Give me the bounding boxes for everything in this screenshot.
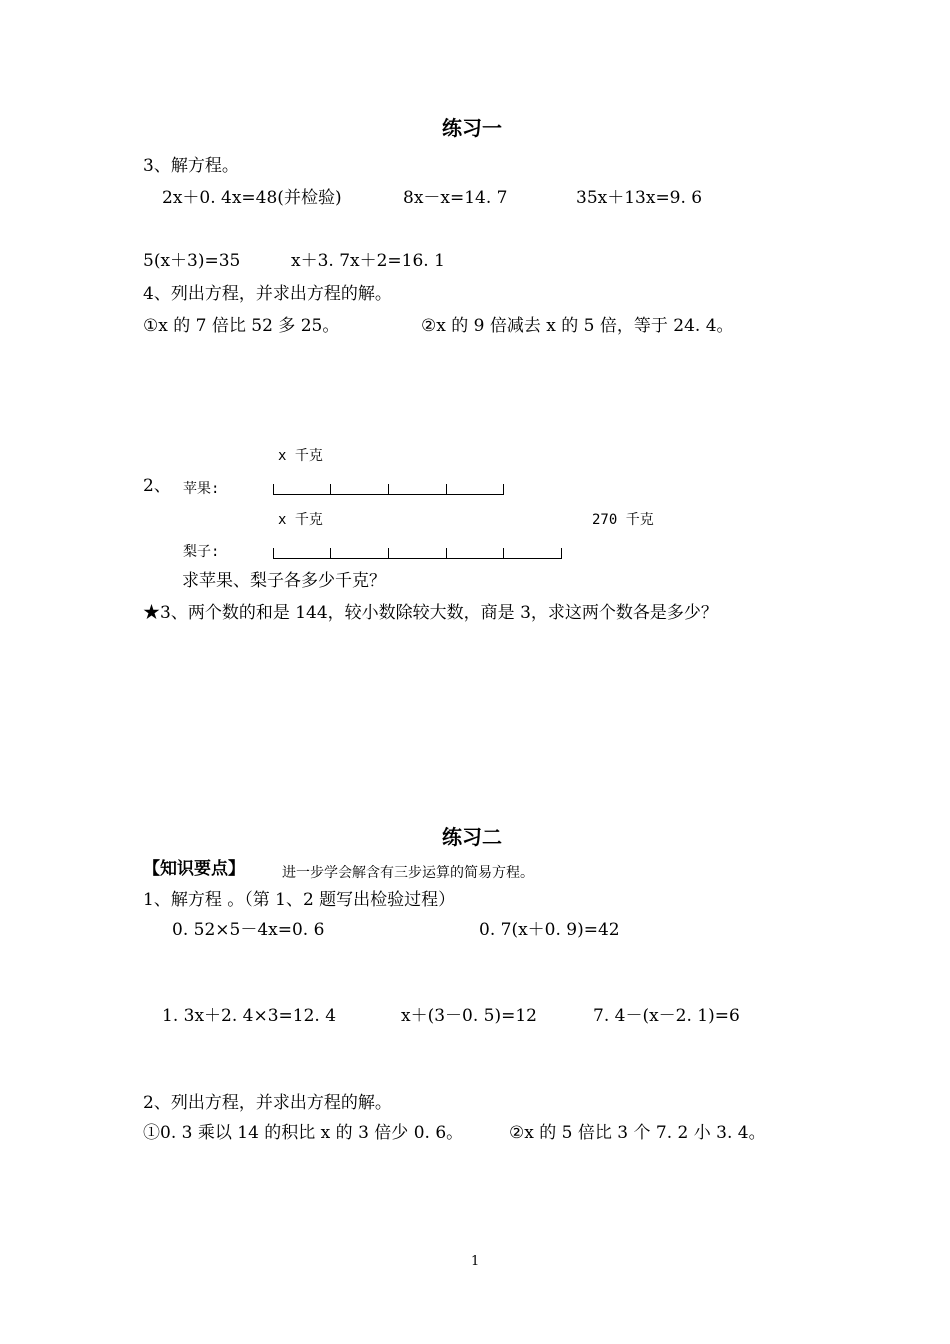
pear-label: 梨子:	[183, 544, 220, 560]
pear-bar	[273, 558, 562, 559]
apple-bar-tick	[388, 484, 389, 495]
apple-bar-tick	[273, 484, 274, 495]
pear-bar-tick	[330, 548, 331, 559]
knowledge-label: 【知识要点】	[143, 859, 245, 879]
q3-equation-1: 2x＋0. 4x=48(并检验)	[162, 188, 342, 208]
apple-bar-tick	[503, 484, 504, 495]
q3-equation-5: x＋3. 7x＋2=16. 1	[291, 251, 445, 271]
star-question: ★3、两个数的和是 144，较小数除较大数，商是 3，求这两个数各是多少？	[143, 603, 718, 623]
page-number: 1	[471, 1254, 480, 1269]
q1-heading: 1、解方程 。（第 1、2 题写出检验过程）	[143, 890, 456, 910]
diagram-number: 2、	[143, 476, 171, 496]
q3-equation-4: 5(x＋3)=35	[143, 251, 241, 271]
apple-bar-tick	[446, 484, 447, 495]
section2-title: 练习二	[442, 825, 502, 849]
pear-unit-label: x 千克	[278, 512, 323, 528]
q3-equation-2: 8x－x=14. 7	[403, 188, 508, 208]
apple-unit-label: x 千克	[278, 448, 323, 464]
q4-item-2: ②x 的 9 倍减去 x 的 5 倍，等于 24. 4。	[421, 316, 734, 336]
pear-bar-tick	[446, 548, 447, 559]
pear-bar-tick	[561, 548, 562, 559]
apple-bar-tick	[330, 484, 331, 495]
q2-item-2: ②x 的 5 倍比 3 个 7. 2 小 3. 4。	[509, 1123, 766, 1143]
pear-extra-label: 270 千克	[592, 512, 654, 528]
q1-equation-5: 7. 4－(x－2. 1)=6	[593, 1006, 740, 1026]
knowledge-text: 进一步学会解含有三步运算的简易方程。	[282, 865, 534, 881]
q1-equation-3: 1. 3x＋2. 4×3=12. 4	[162, 1006, 337, 1026]
apple-label: 苹果:	[183, 481, 220, 497]
q4-item-1: ①x 的 7 倍比 52 多 25。	[143, 316, 340, 336]
diagram-question: 求苹果、梨子各多少千克？	[182, 571, 386, 591]
pear-bar-tick	[388, 548, 389, 559]
pear-bar-tick	[273, 548, 274, 559]
section1-title: 练习一	[442, 116, 502, 140]
q1-equation-4: x＋(3－0. 5)=12	[401, 1006, 537, 1026]
q2-heading: 2、列出方程，并求出方程的解。	[143, 1093, 392, 1113]
q4-heading: 4、列出方程，并求出方程的解。	[143, 284, 392, 304]
q1-equation-2: 0. 7(x＋0. 9)=42	[479, 920, 620, 940]
pear-bar-tick	[503, 548, 504, 559]
q3-heading: 3、解方程。	[143, 156, 239, 176]
q2-item-1: ①0. 3 乘以 14 的积比 x 的 3 倍少 0. 6。	[143, 1123, 464, 1143]
q3-equation-3: 35x＋13x=9. 6	[576, 188, 703, 208]
q1-equation-1: 0. 52×5－4x=0. 6	[172, 920, 325, 940]
